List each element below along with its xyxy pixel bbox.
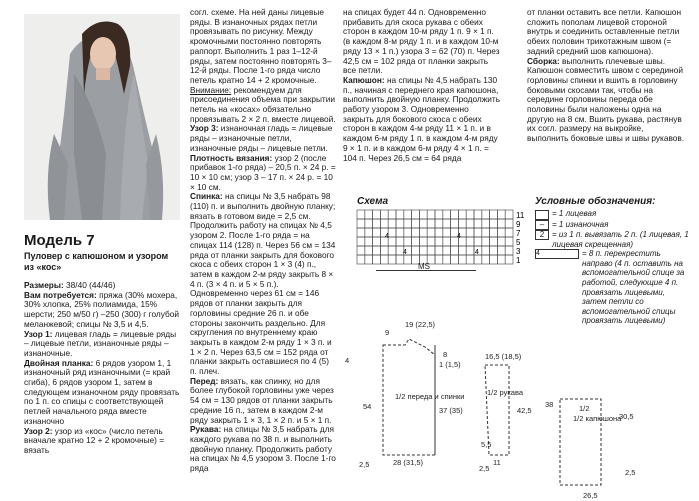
sleeves-label: Рукава: [190,424,222,435]
scheme-cell [490,255,498,264]
scheme-title: Схема [357,196,389,207]
increase-symbol: 2 [535,230,549,240]
scheme-cell [490,246,498,255]
scheme-cell [373,246,381,255]
scheme-cell [490,219,498,228]
scheme-cell [482,255,490,264]
body-right-mid: 37 (35) [439,406,463,415]
scheme-cell [412,219,420,228]
attention-value: рекомендуем для присоединения объема при закрытии петель на «косах» обязательно провязывать 2 × 2 п. вместе лицевой. [190,84,336,124]
scheme-cell [505,210,513,219]
scheme-cell [357,228,365,237]
pattern2-value: узор из «кос» (число петель вначале кратно 12 + 2 кромочные) = вязать [24,425,165,455]
legend-text-knit: = 1 лицевая [552,209,597,218]
body-left-small2: 4 [345,356,350,365]
scheme-cell [482,246,490,255]
scheme-cell [443,228,451,237]
legend [535,209,690,326]
pattern3-label: Узор 3: [190,123,219,134]
scheme-cell [466,219,474,228]
back-label: Спинка: [190,191,223,202]
materials-label: Вам потребуется: [24,289,97,300]
scheme-cell [396,210,404,219]
hood-label: 1/2 капюшона [573,414,622,423]
scheme-cell [458,210,466,219]
scheme-cell [404,237,412,246]
scheme-cell [427,219,435,228]
scheme-cell [365,219,373,228]
scheme-cell [373,210,381,219]
knitting-scheme [355,208,527,268]
scheme-cell [474,219,482,228]
scheme-cell [466,210,474,219]
hood-top: 1/2 [579,404,590,413]
scheme-cell [380,246,388,255]
legend-text-increase: = из 1 п. вывязать 2 п. (1 лицевая, 1 лицевая скрещенная) [552,230,689,249]
attention-label: Внимание: [190,84,232,95]
pattern-pieces [345,315,699,501]
sleeve-left-small2: 5,5 [481,440,492,449]
scheme-cell [380,255,388,264]
scheme-cell [497,219,505,228]
scheme-cell [419,210,427,219]
cross-label-1: 4 [385,233,389,240]
scheme-cell [482,210,490,219]
assembly-value: выполнить плечевые швы. Капюшон совместить швом с серединой горловины спинки и вшить в горловину боковыми скосами так, чтобы на середине горловины переда обе половины были наложены одна на другую на 8 см. Вшить рукава, растянув их согл. размеру на выкройке, выполнить боковые швы и швы рукавов. [527,55,685,144]
scheme-cell [435,237,443,246]
scheme-cell [357,255,365,264]
density-value: узор 2 (после прибавок 1-го ряда) – 20,5 п. × 24 р. = 10 × 10 см; узор 3 – 17 п. × 24 р. = 10 × 10 см. [190,152,336,192]
hood-right: 30,5 [619,412,634,421]
scheme-cell [412,246,420,255]
scheme-cell [365,228,373,237]
scheme-cell [474,237,482,246]
scheme-cell [435,246,443,255]
scheme-cell [427,210,435,219]
scheme-cell [427,246,435,255]
legend-text-cable: = 8 п. перекрестить направо (4 п. оставить на вспомогательной спице за работой, следующие 4 п. провязать лицевыми, затем петли со вспомогательной спицы провязать лицевыми) [582,249,685,326]
purl-symbol: – [535,220,549,230]
scheme-cell [412,228,420,237]
materials-value: пряжа (30% мохера, 30% хлопка, 25% полиамида, 15% шерсти; 250 м/50 г) –250 (300) г голубой меланжевой; спицы № 3,5 и 4,5. [24,289,179,329]
body-label: 1/2 переда и спинки [395,392,465,401]
model-title: Модель 7 [24,232,95,249]
scheme-cell [505,228,513,237]
pattern3-value: изнаночная гладь = лицевые ряды – изнаночные петли, изнаночные ряды – лицевые петли. [190,123,333,153]
scheme-cell [435,210,443,219]
scheme-cell [497,237,505,246]
scheme-cell [458,219,466,228]
scheme-cell [451,210,459,219]
body-bottom: 28 (31,5) [393,458,424,467]
scheme-cell [388,255,396,264]
scheme-cell [404,219,412,228]
scheme-cell [373,255,381,264]
scheme-cell [482,237,490,246]
assembly-label: Сборка: [527,55,560,66]
col4-p1: от планки оставить все петли. Капюшон сложить пополам лицевой стороной внутрь и соединить оставленные петли обеих половин трикотажным швом (= задний средний шов капюшона). [527,7,682,56]
scheme-cell [490,210,498,219]
scheme-cell [357,237,365,246]
row-num-11: 11 [516,211,525,220]
scheme-cell [357,246,365,255]
scheme-cell [466,246,474,255]
legend-item-knit [535,209,690,220]
sleeve-left-small: 2,5 [479,464,490,473]
scheme-cell [490,228,498,237]
scheme-cell [396,237,404,246]
scheme-cell [474,255,482,264]
scheme-row-numbers [516,211,525,265]
knit-symbol [535,210,549,220]
legend-title: Условные обозначения: [535,196,656,207]
front-value: вязать, как спинку, но для более глубокой горловины уже через 54 см = 130 рядов от планки закрыть средние 16 п., затем в каждом 2-м ряду закрыть 1 × 3, 1 × 2 п. и 5 × 1 п. [190,375,334,425]
scheme-cell [388,228,396,237]
row-num-7: 7 [516,229,521,238]
pattern2-label: Узор 2: [24,425,53,436]
hood-value: на спицы № 4,5 набрать 130 п., начиная с переднего края капюшона, выполнить двойную планку. Продолжить работу узором 3. Одновременно закрыть для бокового скоса с обеих сторон в каждом 4-м ряду 11 × 1 п. и в каждом 6-м ряду 1 п. в каждом 4-м ряду 9 × 1 п. и в каждом 6-м ряду 4 × 1 п. = 104 п. Через 26,5 см = 64 ряда [343,74,501,163]
legend-item-purl [535,220,690,230]
scheme-cell [466,255,474,264]
scheme-cell [412,237,420,246]
pattern1-value: лицевая гладь = лицевые ряды – лицевые петли, изнаночные ряды – изнаночные. [24,328,177,358]
scheme-cell [373,237,381,246]
cross-label-2: 4 [457,233,461,240]
body-left-small: 2,5 [359,460,370,469]
hood-left-small: 2,5 [625,468,636,477]
scheme-cell [482,228,490,237]
cross-label-3: 4 [403,249,407,256]
scheme-cell [365,237,373,246]
col1-text [24,281,182,456]
scheme-cell [396,219,404,228]
scheme-cell [505,237,513,246]
scheme-cell [443,210,451,219]
hood-left: 38 [545,400,554,409]
scheme-cell [365,255,373,264]
scheme-cell [373,219,381,228]
scheme-cell [443,237,451,246]
col2-p1: согл. схеме. На ней даны лицевые ряды. В изнаночных рядах петли провязывать по рисунку. Между кромочными постоянно повторять раппорт. Выполнить 1 раз 1–12-й ряды, затем постоянно повторять 3–12-й ряды. После 1-го ряда число петель кратно 14 + 2 кромочные. [190,7,332,85]
scheme-cell [380,219,388,228]
scheme-cell [419,246,427,255]
scheme-cell [474,210,482,219]
body-right-bot: 54 [363,402,372,411]
scheme-cell [365,246,373,255]
scheme-cell [427,237,435,246]
scheme-cell [388,210,396,219]
scheme-cell [412,210,420,219]
col3-text [343,8,501,163]
scheme-cell [466,228,474,237]
body-right-top: 1 (1,5) [439,360,461,369]
scheme-cell [396,255,404,264]
scheme-cell [490,237,498,246]
scheme-cell [497,228,505,237]
body-top-g: 19 (22,5) [405,320,436,329]
scheme-cell [388,246,396,255]
front-label: Перед: [190,375,219,386]
scheme-cell [497,255,505,264]
sleeves-value: на спицы № 3,5 набрать для каждого рукава по 38 п. и выполнить двойную планку. Продолжить работу на спицах № 4,5 узором 3. После 1-го ряда [190,424,336,474]
sleeve-bottom: 11 [493,458,501,467]
scheme-cell [435,255,443,264]
scheme-cell [497,210,505,219]
legend-text-purl: = 1 изнаночная [552,220,609,229]
scheme-cell [497,246,505,255]
back-value: на спицы № 3,5 набрать 98 (110) п. и выполнить двойную планку; вязать в готовом виде = 2,5 см. Продолжить работу на спицах № 4,5 узором 2. После 1-го ряда = на спицах 114 (128) п. Через 56 см = 134 ряда от планки закрыть для бокового скоса с обеих сторон 1 × 3 (4) п., затем в каждом 2-м ряду закрыть 8 × 4 п. (3 × 4 п. и 5 × 5 п.). Одновременно через 61 см = 146 рядов от планки закрыть для горловины средние 26 п. и обе стороны закончить раздельно. Для скругления по внутреннему краю закрыть в каждом 2-м ряду 1 × 3 п. и 1 × 2 п. Через 63,5 см = 152 ряда от планки закрыть оставшиеся по 4 (5) п. плеч. [190,191,336,377]
scheme-cell [505,246,513,255]
scheme-cell [388,219,396,228]
scheme-cell [396,228,404,237]
scheme-cell [404,210,412,219]
scheme-cell [443,219,451,228]
density-label: Плотность вязания: [190,152,273,163]
row-num-9: 9 [516,220,521,229]
scheme-cell [404,228,412,237]
col4-text [527,8,687,144]
double-band-label: Двойная планка: [24,357,94,368]
scheme-cell [435,219,443,228]
col2-text [190,8,338,474]
double-band-value: 6 рядов узором 1, 1 изнаночный ряд изнаночными (= край сгиба), 6 рядов узором 1, затем в следующем изнаночном ряду провязать по 1 п. со спицы с соответствующей петлей начального ряда вместе изнаночно [24,357,180,426]
scheme-cell [388,237,396,246]
scheme-cell [419,237,427,246]
scheme-cell [443,255,451,264]
sleeve-label: 1/2 рукава [487,388,524,397]
scheme-cell [505,219,513,228]
legend-item-increase [535,230,690,249]
scheme-cell [458,255,466,264]
sleeve-top: 16,5 (18,5) [485,352,522,361]
row-num-5: 5 [516,238,521,247]
row-num-3: 3 [516,247,521,256]
scheme-cell [466,237,474,246]
scheme-cell [427,228,435,237]
scheme-cell [373,228,381,237]
scheme-cell [443,246,451,255]
row-num-1: 1 [516,256,521,265]
hood-bottom: 26,5 [583,491,598,500]
body-right-gap: 8 [443,350,448,359]
scheme-cell [357,210,365,219]
scheme-cell [474,228,482,237]
scheme-cell [404,255,412,264]
pattern1-label: Узор 1: [24,328,53,339]
scheme-grid [357,210,513,264]
body-top-w: 9 [385,328,390,337]
scheme-cell [357,219,365,228]
scheme-cell [435,228,443,237]
scheme-cell [380,210,388,219]
scheme-cell [365,210,373,219]
scheme-cell [451,219,459,228]
sizes-value: 38/40 (44/46) [66,280,116,290]
sleeve-right: 42,5 [517,406,532,415]
scheme-cell [482,219,490,228]
scheme-cell [451,255,459,264]
model-photo [24,14,180,220]
cross-label-4: 4 [475,249,479,256]
repeat-label: MS [418,262,430,271]
sizes-label: Размеры: [24,280,64,290]
scheme-cell [505,255,513,264]
hood-label: Капюшон: [343,74,385,85]
cable-symbol: 4 [535,249,579,259]
scheme-cell [458,246,466,255]
col3-p1: на спицах будет 44 п. Одновременно прибавить для скоса рукава с обеих сторон в каждом 10-м ряду 1 п. 9 × 1 п. (в каждом 8-м ряду 1 п. и в каждом 10-м ряду 13 × 1 п.) узора 3 = 62 (70) п. Через 42,5 см = 102 ряда от планки закрыть все петли. [343,7,500,76]
scheme-cell [419,219,427,228]
scheme-cell [451,246,459,255]
scheme-cell [419,228,427,237]
model-subtitle: Пуловер с капюшоном и узором из «кос» [24,251,169,272]
